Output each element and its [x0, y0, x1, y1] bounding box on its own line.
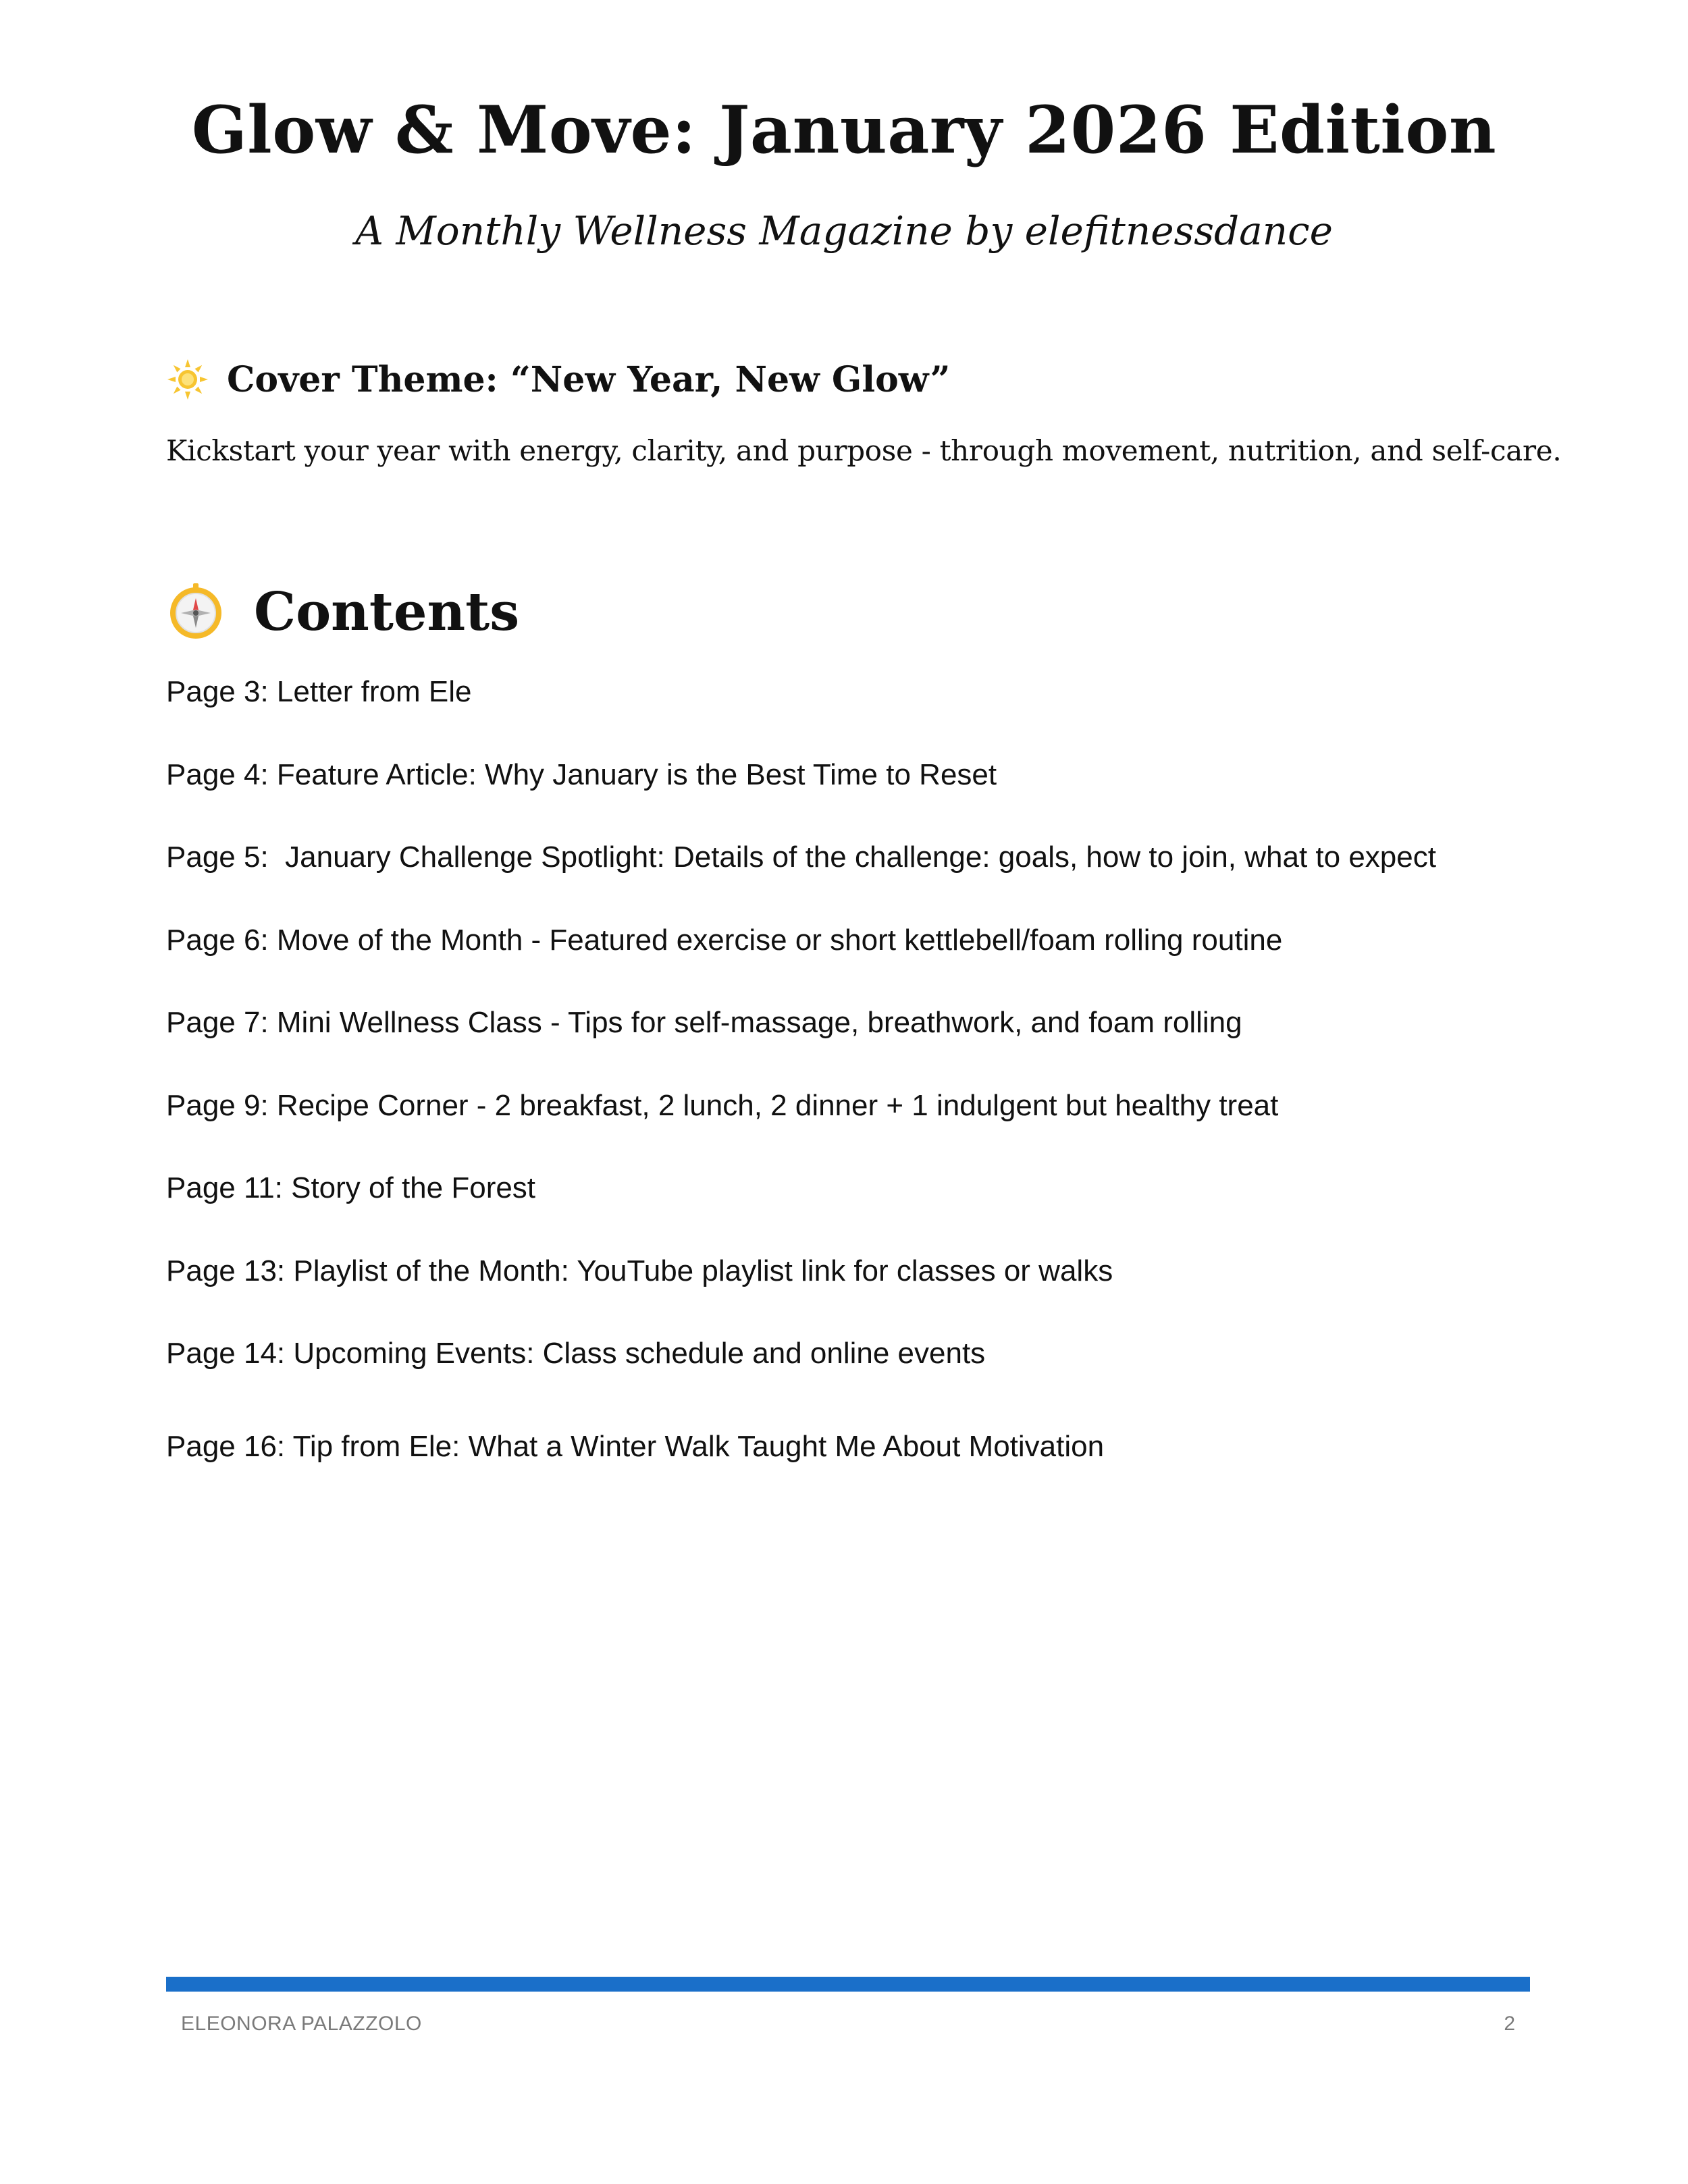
toc-item: Page 13: Playlist of the Month: YouTube playlist link for classes or walks	[166, 1254, 1113, 1287]
page-title: Glow & Move: January 2026 Edition	[191, 92, 1497, 168]
toc-item: Page 5: January Challenge Spotlight: Details of the challenge: goals, how to join, what to expect	[166, 841, 1436, 874]
footer-author: ELEONORA PALAZZOLO	[181, 2013, 422, 2035]
toc-item: Page 16: Tip from Ele: What a Winter Walk Taught Me About Motivation	[166, 1430, 1105, 1463]
toc-item: Page 3: Letter from Ele	[166, 675, 472, 708]
cover-theme-heading	[166, 352, 950, 406]
toc-item: Page 7: Mini Wellness Class - Tips for self-massage, breathwork, and foam rolling	[166, 1006, 1242, 1039]
contents-heading-text: Contents	[254, 581, 520, 643]
contents-heading	[166, 571, 519, 652]
toc-item: Page 14: Upcoming Events: Class schedule and online events	[166, 1337, 986, 1370]
toc-item: Page 6: Move of the Month - Featured exercise or short kettlebell/foam rolling routine	[166, 924, 1283, 957]
cover-theme-description: Kickstart your year with energy, clarity, and purpose - through movement, nutrition, and self-care.	[166, 434, 1562, 467]
page-number: 2	[1504, 2013, 1515, 2035]
toc-item: Page 11: Story of the Forest	[166, 1171, 536, 1204]
compass-icon	[166, 582, 226, 641]
footer-divider	[166, 1977, 1530, 1992]
sun-icon	[166, 358, 209, 401]
cover-theme-heading-text: Cover Theme: “New Year, New Glow”	[227, 358, 951, 400]
page-subtitle: A Monthly Wellness Magazine by elefitnessdance	[355, 208, 1333, 254]
toc-item: Page 9: Recipe Corner - 2 breakfast, 2 lunch, 2 dinner + 1 indulgent but healthy treat	[166, 1089, 1279, 1122]
toc-item: Page 4: Feature Article: Why January is the Best Time to Reset	[166, 758, 997, 791]
